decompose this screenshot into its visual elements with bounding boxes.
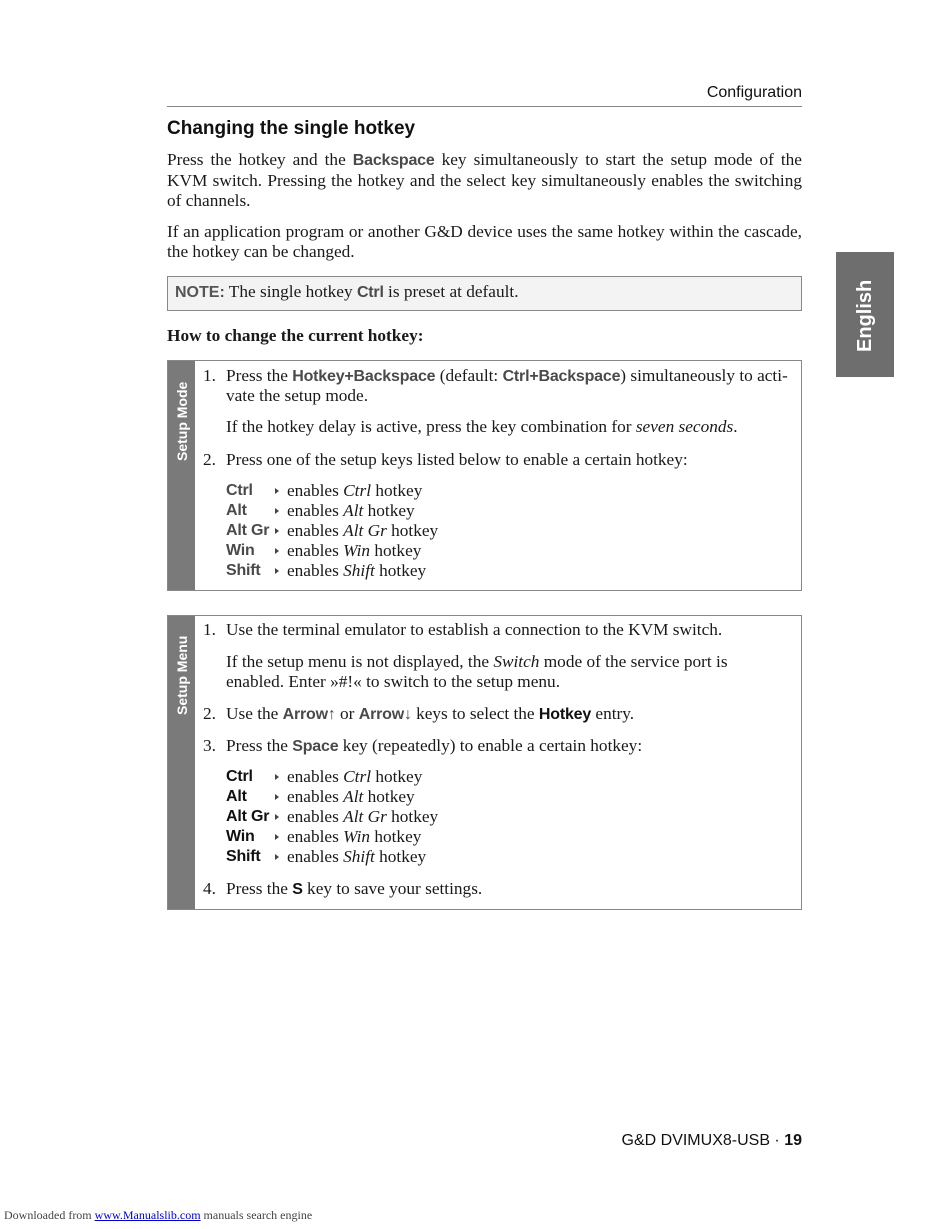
menu-step-2-text (226, 704, 634, 725)
download-notice (4, 1208, 312, 1223)
text-run: key (repeatedly) to enable a certain hotkey: (338, 736, 643, 755)
description-key: Win (343, 827, 371, 846)
description-suffix: hotkey (370, 827, 422, 846)
setup-menu-side-label (168, 616, 195, 909)
header-rule (167, 106, 802, 107)
step-number: 2. (203, 704, 216, 723)
key-name: Space (292, 738, 339, 755)
hotkey-key: Ctrl (226, 482, 253, 499)
description-text: enables (287, 521, 344, 540)
hotkey-description (287, 501, 415, 521)
arrow-bullet-icon (275, 528, 279, 534)
text-run: keys to select the (411, 704, 539, 723)
step-2-text: Press one of the setup keys listed below to enable a certain hotkey: (226, 450, 688, 469)
setup-menu-box (167, 615, 802, 910)
arrow-bullet-icon (275, 488, 279, 494)
delay-note-text: If the hotkey delay is active, press the key combination for (226, 417, 636, 436)
description-key: Ctrl (343, 481, 371, 500)
hotkey-description (287, 561, 426, 581)
description-text: enables (287, 501, 344, 520)
description-suffix: hotkey (374, 561, 427, 580)
intro-paragraph-1 (167, 150, 802, 211)
language-tab-label: English (854, 279, 876, 352)
description-text: enables (287, 561, 344, 580)
note-text-after: is preset at default. (383, 282, 519, 301)
hotkey-key: Shift (226, 562, 261, 579)
description-key: Win (343, 541, 371, 560)
setup-mode-label: Setup Mode (173, 381, 190, 461)
delay-note-emphasis: seven seconds (635, 417, 734, 436)
key-name: Backspace (352, 152, 435, 169)
step-1-line-2: vate the setup mode. (226, 386, 369, 405)
page-number: 19 (784, 1132, 802, 1149)
arrow-bullet-icon (275, 568, 279, 574)
menu-line-2-emphasis: Switch (493, 652, 540, 671)
step-1-line-1 (226, 366, 788, 387)
description-suffix: hotkey (386, 521, 439, 540)
hotkey-key: Win (226, 828, 255, 845)
description-suffix: hotkey (374, 847, 427, 866)
arrow-bullet-icon (275, 774, 279, 780)
hotkey-description (287, 767, 422, 787)
description-text: enables (287, 847, 344, 866)
text-run: Press the hotkey and the (167, 150, 353, 169)
text-run: Press the (226, 366, 293, 385)
step-number: 3. (203, 736, 216, 755)
key-name: Ctrl+Backspace (502, 368, 621, 385)
section-title: Changing the single hotkey (167, 118, 416, 139)
text-run: Press the (226, 736, 293, 755)
text-run: (default: (435, 366, 503, 385)
hotkey-description (287, 847, 426, 867)
arrow-bullet-icon (275, 548, 279, 554)
arrow-bullet-icon (275, 854, 279, 860)
running-header: Configuration (706, 84, 802, 101)
download-suffix: manuals search engine (200, 1208, 313, 1222)
note-key: Ctrl (356, 284, 384, 301)
text-run: Use the (226, 704, 283, 723)
step-number: 4. (203, 879, 216, 898)
description-key: Alt (343, 501, 364, 520)
description-key: Alt (343, 787, 364, 806)
arrow-bullet-icon (275, 508, 279, 514)
hotkey-key: Win (226, 542, 255, 559)
description-key: Ctrl (343, 767, 371, 786)
step-number: 2. (203, 450, 216, 469)
footer-separator: · (769, 1132, 785, 1149)
description-text: enables (287, 541, 344, 560)
text-run: entry. (591, 704, 635, 723)
arrow-bullet-icon (275, 834, 279, 840)
note-box (167, 276, 802, 311)
menu-step-3-text (226, 736, 642, 757)
key-name: Arrow↓ (358, 706, 412, 723)
step-1-delay-note (226, 417, 738, 437)
menu-step-1-line-2 (226, 652, 728, 672)
description-suffix: hotkey (370, 541, 422, 560)
step-number: 1. (203, 366, 216, 385)
hotkey-key: Shift (226, 848, 261, 865)
hotkey-key: Ctrl (226, 768, 253, 785)
menu-line-2-text: If the setup menu is not displayed, the (226, 652, 494, 671)
key-name: S (292, 881, 303, 898)
note-text-before: The single hotkey (224, 282, 357, 301)
text-run: or (335, 704, 359, 723)
hotkey-key: Alt Gr (226, 808, 270, 825)
description-suffix: hotkey (363, 787, 415, 806)
hotkey-description (287, 521, 438, 541)
description-text: enables (287, 481, 344, 500)
page-footer (560, 1132, 802, 1150)
description-suffix: hotkey (363, 501, 415, 520)
description-text: enables (287, 827, 344, 846)
description-suffix: hotkey (371, 481, 423, 500)
description-text: enables (287, 807, 344, 826)
text-run: ) simultaneously to acti- (620, 366, 788, 385)
hotkey-description (287, 807, 438, 827)
manualslib-link[interactable]: www.Manualslib.com (94, 1208, 201, 1222)
arrow-bullet-icon (275, 794, 279, 800)
description-suffix: hotkey (386, 807, 439, 826)
setup-mode-side-label (168, 361, 195, 590)
arrow-bullet-icon (275, 814, 279, 820)
hotkey-description (287, 787, 415, 807)
hotkey-description (287, 541, 421, 561)
intro-paragraph-2: If an application program or another G&D device uses the same hotkey within the cascade, the hotkey can be changed. (167, 222, 802, 261)
language-tab (836, 252, 894, 377)
menu-line-2-end: mode of the service port is (539, 652, 728, 671)
description-key: Alt Gr (343, 521, 387, 540)
text-run: key simultaneously to start the setup mode of the KVM switch. Pressing the hotkey and the select key simultaneously enables the switching of channels. (167, 150, 802, 210)
hotkey-key: Alt (226, 788, 247, 805)
key-name: Hotkey (538, 706, 592, 723)
description-key: Alt Gr (343, 807, 387, 826)
hotkey-description (287, 827, 421, 847)
delay-note-end: . (733, 417, 738, 436)
product-name: G&D DVIMUX8-USB (621, 1132, 770, 1149)
menu-step-4-text (226, 879, 482, 900)
text-run: key to save your settings. (302, 879, 483, 898)
description-text: enables (287, 787, 344, 806)
description-suffix: hotkey (371, 767, 423, 786)
menu-step-1-line-3: enabled. Enter »#!« to switch to the setup menu. (226, 672, 561, 691)
hotkey-key: Alt Gr (226, 522, 270, 539)
description-text: enables (287, 767, 344, 786)
key-name: Hotkey+Backspace (292, 368, 436, 385)
setup-menu-label: Setup Menu (173, 635, 190, 715)
description-key: Shift (343, 847, 375, 866)
how-to-heading: How to change the current hotkey: (167, 326, 424, 345)
note-label: NOTE: (175, 284, 225, 301)
text-run: Press the (226, 879, 293, 898)
download-prefix: Downloaded from (4, 1208, 95, 1222)
step-number: 1. (203, 620, 216, 639)
hotkey-key: Alt (226, 502, 247, 519)
key-name: Arrow↑ (282, 706, 336, 723)
hotkey-description (287, 481, 422, 501)
setup-mode-box (167, 360, 802, 591)
menu-step-1-line-1: Use the terminal emulator to establish a connection to the KVM switch. (226, 620, 723, 639)
description-key: Shift (343, 561, 375, 580)
